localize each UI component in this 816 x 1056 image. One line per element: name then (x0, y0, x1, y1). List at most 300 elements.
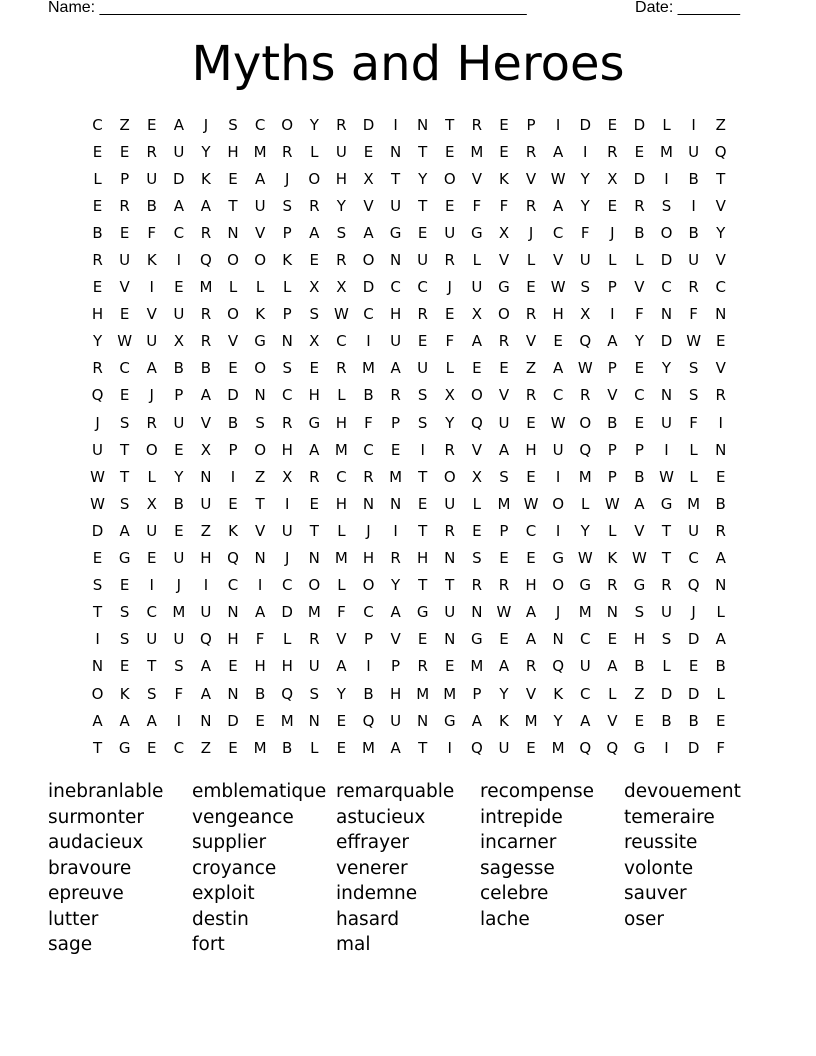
grid-letter[interactable]: E (119, 305, 130, 324)
grid-letter[interactable]: N (362, 494, 375, 513)
grid-letter[interactable]: F (635, 305, 644, 324)
grid-letter[interactable]: G (633, 738, 646, 757)
grid-letter[interactable]: C (92, 115, 103, 134)
grid-letter[interactable]: E (228, 738, 238, 757)
grid-letter[interactable]: V (200, 413, 212, 432)
grid-letter[interactable]: A (146, 711, 157, 730)
grid-letter[interactable]: D (91, 521, 104, 540)
grid-letter[interactable]: U (444, 494, 456, 513)
grid-letter[interactable]: E (228, 657, 238, 676)
grid-letter[interactable]: M (687, 494, 701, 513)
grid-letter[interactable]: E (526, 467, 536, 486)
grid-letter[interactable]: E (417, 223, 428, 242)
grid-letter[interactable]: O (254, 440, 267, 459)
grid-letter[interactable]: E (119, 142, 130, 161)
grid-letter[interactable]: E (92, 142, 103, 161)
grid-letter[interactable]: C (715, 278, 726, 297)
grid-letter[interactable]: E (146, 549, 157, 568)
grid-letter[interactable]: I (420, 440, 425, 459)
grid-letter[interactable]: R (146, 413, 157, 432)
grid-letter[interactable]: Q (687, 576, 700, 595)
grid-letter[interactable]: N (552, 630, 564, 649)
grid-letter[interactable]: R (607, 576, 618, 595)
grid-letter[interactable]: O (579, 413, 592, 432)
grid-letter[interactable]: L (337, 386, 346, 405)
grid-letter[interactable]: T (120, 467, 130, 486)
grid-letter[interactable]: A (553, 196, 564, 215)
grid-letter[interactable]: X (200, 440, 212, 459)
grid-letter[interactable]: R (390, 386, 401, 405)
grid-letter[interactable]: X (471, 467, 482, 486)
grid-letter[interactable]: M (497, 494, 511, 513)
grid-letter[interactable]: U (417, 359, 429, 378)
grid-letter[interactable]: S (688, 386, 699, 405)
grid-letter[interactable]: X (363, 169, 374, 188)
grid-letter[interactable]: T (309, 521, 319, 540)
grid-letter[interactable]: P (228, 440, 238, 459)
grid-letter[interactable]: S (92, 576, 103, 595)
grid-letter[interactable]: R (498, 576, 510, 595)
grid-letter[interactable]: V (607, 711, 618, 730)
grid-letter[interactable]: W (496, 603, 512, 622)
grid-letter[interactable]: R (525, 657, 537, 676)
grid-letter[interactable]: O (443, 467, 456, 486)
grid-letter[interactable]: E (634, 711, 645, 730)
grid-letter[interactable]: I (691, 115, 696, 134)
grid-letter[interactable]: I (203, 576, 209, 595)
grid-letter[interactable]: R (580, 386, 591, 405)
grid-letter[interactable]: E (715, 711, 726, 730)
grid-letter[interactable]: E (390, 440, 401, 459)
grid-letter[interactable]: A (634, 494, 645, 513)
grid-letter[interactable]: Y (580, 521, 590, 540)
grid-letter[interactable]: T (92, 603, 103, 622)
grid-letter[interactable]: V (525, 169, 537, 188)
grid-letter[interactable]: V (715, 359, 726, 378)
grid-letter[interactable]: T (255, 494, 265, 513)
grid-letter[interactable]: R (444, 440, 455, 459)
grid-letter[interactable]: D (227, 711, 239, 730)
grid-letter[interactable]: E (336, 738, 347, 757)
grid-letter[interactable]: R (525, 196, 537, 215)
grid-letter[interactable]: D (579, 115, 592, 134)
grid-letter[interactable]: U (661, 413, 672, 432)
grid-letter[interactable]: S (146, 684, 157, 703)
grid-letter[interactable]: N (444, 549, 456, 568)
grid-letter[interactable]: C (119, 359, 130, 378)
grid-letter[interactable]: Q (470, 413, 483, 432)
grid-letter[interactable]: C (173, 738, 185, 757)
grid-letter[interactable]: F (580, 223, 590, 242)
grid-letter[interactable]: N (91, 657, 104, 676)
grid-letter[interactable]: N (200, 711, 212, 730)
grid-letter[interactable]: V (607, 386, 618, 405)
grid-letter[interactable]: L (310, 738, 319, 757)
grid-letter[interactable]: V (471, 169, 482, 188)
grid-letter[interactable]: R (200, 223, 212, 242)
grid-letter[interactable]: Q (362, 711, 375, 730)
grid-letter[interactable]: M (199, 278, 213, 297)
grid-letter[interactable]: E (119, 386, 130, 405)
grid-letter[interactable]: W (659, 467, 674, 486)
grid-letter[interactable]: E (146, 738, 157, 757)
grid-letter[interactable]: I (95, 630, 100, 649)
grid-letter[interactable]: Z (119, 115, 130, 134)
grid-letter[interactable]: P (526, 115, 536, 134)
grid-letter[interactable]: S (688, 359, 699, 378)
grid-letter[interactable]: X (336, 278, 347, 297)
grid-letter[interactable]: R (363, 467, 374, 486)
grid-letter[interactable]: S (282, 196, 292, 215)
grid-letter[interactable]: E (634, 142, 645, 161)
grid-letter[interactable]: K (499, 169, 509, 188)
grid-letter[interactable]: I (718, 413, 723, 432)
grid-letter[interactable]: N (389, 494, 402, 513)
grid-letter[interactable]: N (471, 603, 483, 622)
grid-letter[interactable]: K (255, 305, 266, 324)
grid-letter[interactable]: H (281, 440, 293, 459)
grid-letter[interactable]: X (607, 169, 618, 188)
grid-letter[interactable]: U (390, 196, 402, 215)
grid-letter[interactable]: S (309, 305, 320, 324)
grid-letter[interactable]: I (393, 521, 398, 540)
grid-letter[interactable]: N (417, 711, 429, 730)
grid-letter[interactable]: E (526, 549, 536, 568)
grid-letter[interactable]: R (336, 359, 347, 378)
grid-letter[interactable]: S (499, 467, 509, 486)
grid-letter[interactable]: U (335, 142, 347, 161)
grid-letter[interactable]: M (660, 142, 673, 161)
grid-letter[interactable]: Y (201, 142, 211, 161)
grid-letter[interactable]: I (555, 521, 561, 540)
grid-letter[interactable]: M (389, 467, 403, 486)
grid-letter[interactable]: B (661, 711, 672, 730)
grid-letter[interactable]: L (283, 278, 292, 297)
grid-letter[interactable]: J (555, 603, 561, 622)
grid-letter[interactable]: E (526, 413, 536, 432)
grid-letter[interactable]: N (715, 576, 727, 595)
grid-letter[interactable]: A (525, 630, 537, 649)
grid-letter[interactable]: B (146, 196, 157, 215)
grid-letter[interactable]: M (307, 603, 321, 622)
grid-letter[interactable]: S (119, 413, 130, 432)
grid-letter[interactable]: A (715, 549, 726, 568)
grid-letter[interactable]: W (523, 494, 539, 513)
grid-letter[interactable]: F (337, 603, 346, 622)
grid-letter[interactable]: R (715, 521, 726, 540)
grid-letter[interactable]: D (660, 684, 673, 703)
grid-letter[interactable]: T (147, 657, 157, 676)
grid-letter[interactable]: P (472, 684, 482, 703)
word-search-grid[interactable] (84, 111, 734, 761)
grid-letter[interactable]: P (607, 359, 617, 378)
grid-letter[interactable]: N (200, 467, 212, 486)
grid-letter[interactable]: B (92, 223, 103, 242)
grid-letter[interactable]: C (146, 603, 157, 622)
grid-letter[interactable]: Z (254, 467, 266, 486)
grid-letter[interactable]: L (581, 494, 590, 513)
grid-letter[interactable]: Z (200, 521, 212, 540)
grid-letter[interactable]: K (228, 521, 238, 540)
grid-letter[interactable]: Q (579, 332, 592, 351)
grid-letter[interactable]: W (550, 413, 566, 432)
grid-letter[interactable]: G (633, 576, 646, 595)
grid-letter[interactable]: R (281, 413, 293, 432)
grid-letter[interactable]: Q (91, 386, 104, 405)
grid-letter[interactable]: L (472, 251, 482, 270)
grid-letter[interactable]: N (389, 142, 402, 161)
grid-letter[interactable]: R (390, 549, 401, 568)
grid-letter[interactable]: E (526, 278, 536, 297)
grid-letter[interactable]: W (90, 467, 105, 486)
grid-letter[interactable]: Q (552, 657, 565, 676)
grid-letter[interactable]: X (444, 386, 455, 405)
grid-letter[interactable]: H (308, 386, 320, 405)
grid-letter[interactable]: H (525, 440, 537, 459)
grid-letter[interactable]: O (91, 684, 104, 703)
grid-letter[interactable]: R (417, 305, 428, 324)
grid-letter[interactable]: H (227, 142, 239, 161)
grid-letter[interactable]: L (662, 657, 671, 676)
grid-letter[interactable]: E (146, 115, 157, 134)
grid-letter[interactable]: L (228, 278, 238, 297)
grid-letter[interactable]: Y (445, 413, 455, 432)
grid-letter[interactable]: N (660, 386, 673, 405)
grid-letter[interactable]: C (254, 115, 266, 134)
grid-letter[interactable]: I (149, 576, 154, 595)
grid-letter[interactable]: L (255, 278, 265, 297)
grid-letter[interactable]: C (579, 630, 591, 649)
grid-letter[interactable]: F (147, 223, 157, 242)
grid-letter[interactable]: I (555, 467, 561, 486)
grid-letter[interactable]: X (309, 332, 320, 351)
grid-letter[interactable]: L (337, 521, 346, 540)
grid-letter[interactable]: M (334, 549, 348, 568)
grid-letter[interactable]: T (716, 169, 726, 188)
grid-letter[interactable]: A (390, 359, 401, 378)
grid-letter[interactable]: V (254, 521, 266, 540)
grid-letter[interactable]: A (254, 169, 266, 188)
grid-letter[interactable]: Y (336, 684, 346, 703)
grid-letter[interactable]: B (688, 711, 699, 730)
grid-letter[interactable]: F (472, 196, 482, 215)
grid-letter[interactable]: H (389, 684, 402, 703)
grid-letter[interactable]: H (389, 305, 402, 324)
grid-letter[interactable]: N (227, 223, 239, 242)
grid-letter[interactable]: R (92, 359, 103, 378)
grid-letter[interactable]: V (553, 251, 564, 270)
grid-letter[interactable]: H (335, 494, 348, 513)
grid-letter[interactable]: U (471, 278, 483, 297)
grid-letter[interactable]: U (146, 521, 158, 540)
grid-letter[interactable]: E (553, 332, 563, 351)
grid-letter[interactable]: A (92, 711, 103, 730)
grid-letter[interactable]: P (391, 413, 401, 432)
grid-letter[interactable]: J (610, 223, 615, 242)
grid-letter[interactable]: M (334, 440, 348, 459)
grid-letter[interactable]: A (336, 657, 347, 676)
grid-letter[interactable]: L (526, 251, 536, 270)
grid-letter[interactable]: R (444, 521, 455, 540)
grid-letter[interactable]: S (119, 494, 130, 513)
grid-letter[interactable]: A (200, 684, 212, 703)
grid-letter[interactable]: Q (200, 251, 212, 270)
grid-letter[interactable]: A (173, 196, 184, 215)
grid-letter[interactable]: S (472, 549, 482, 568)
grid-letter[interactable]: C (336, 332, 347, 351)
grid-letter[interactable]: K (607, 549, 618, 568)
grid-letter[interactable]: A (200, 196, 212, 215)
grid-letter[interactable]: U (173, 549, 185, 568)
grid-letter[interactable]: F (716, 738, 726, 757)
grid-letter[interactable]: W (632, 549, 647, 568)
grid-letter[interactable]: B (282, 738, 293, 757)
grid-letter[interactable]: D (227, 386, 239, 405)
grid-letter[interactable]: M (280, 711, 294, 730)
grid-letter[interactable]: R (525, 142, 537, 161)
grid-letter[interactable]: K (146, 251, 157, 270)
grid-letter[interactable]: N (417, 115, 429, 134)
grid-letter[interactable]: I (664, 440, 669, 459)
grid-letter[interactable]: Y (499, 684, 509, 703)
grid-letter[interactable]: F (364, 413, 373, 432)
grid-letter[interactable]: P (363, 630, 373, 649)
grid-letter[interactable]: S (661, 196, 672, 215)
grid-letter[interactable]: I (366, 657, 371, 676)
grid-letter[interactable]: I (447, 738, 452, 757)
grid-letter[interactable]: T (92, 738, 103, 757)
grid-letter[interactable]: F (174, 684, 184, 703)
grid-letter[interactable]: R (525, 305, 537, 324)
grid-letter[interactable]: A (119, 521, 130, 540)
grid-letter[interactable]: I (176, 251, 182, 270)
grid-letter[interactable]: J (528, 223, 534, 242)
grid-letter[interactable]: J (284, 169, 290, 188)
grid-letter[interactable]: K (553, 684, 564, 703)
grid-letter[interactable]: B (715, 657, 726, 676)
grid-letter[interactable]: U (688, 142, 700, 161)
grid-letter[interactable]: K (282, 251, 293, 270)
grid-letter[interactable]: V (363, 196, 374, 215)
grid-letter[interactable]: V (498, 386, 510, 405)
grid-letter[interactable]: U (92, 440, 104, 459)
grid-letter[interactable]: I (583, 142, 588, 161)
grid-letter[interactable]: T (418, 196, 428, 215)
grid-letter[interactable]: G (471, 223, 483, 242)
grid-letter[interactable]: C (227, 576, 239, 595)
grid-letter[interactable]: A (363, 223, 374, 242)
grid-letter[interactable]: U (254, 196, 266, 215)
grid-letter[interactable]: Y (336, 196, 346, 215)
grid-letter[interactable]: J (447, 278, 452, 297)
grid-letter[interactable]: K (119, 684, 130, 703)
grid-letter[interactable]: E (499, 359, 509, 378)
grid-letter[interactable]: C (552, 223, 564, 242)
grid-letter[interactable]: C (173, 223, 185, 242)
grid-letter[interactable]: Y (661, 359, 672, 378)
grid-letter[interactable]: B (607, 413, 618, 432)
grid-letter[interactable]: A (309, 223, 320, 242)
grid-letter[interactable]: A (498, 440, 510, 459)
grid-letter[interactable]: D (281, 603, 293, 622)
grid-letter[interactable]: F (445, 332, 455, 351)
grid-letter[interactable]: P (391, 657, 401, 676)
grid-letter[interactable]: V (227, 332, 239, 351)
grid-letter[interactable]: L (472, 494, 482, 513)
grid-letter[interactable]: T (445, 576, 455, 595)
grid-letter[interactable]: E (228, 494, 238, 513)
date-field-label[interactable]: Date: _______ (635, 0, 740, 16)
grid-letter[interactable]: U (390, 711, 402, 730)
grid-letter[interactable]: C (281, 576, 293, 595)
grid-letter[interactable]: T (418, 467, 428, 486)
grid-letter[interactable]: D (687, 630, 700, 649)
grid-letter[interactable]: Y (174, 467, 184, 486)
grid-letter[interactable]: Q (579, 440, 592, 459)
grid-letter[interactable]: N (660, 305, 673, 324)
grid-letter[interactable]: S (336, 223, 347, 242)
grid-letter[interactable]: T (661, 521, 672, 540)
grid-letter[interactable]: E (309, 251, 320, 270)
grid-letter[interactable]: R (471, 115, 483, 134)
grid-letter[interactable]: Z (634, 684, 645, 703)
grid-letter[interactable]: H (525, 576, 537, 595)
grid-letter[interactable]: A (498, 657, 510, 676)
grid-letter[interactable]: R (417, 657, 428, 676)
grid-letter[interactable]: E (445, 142, 455, 161)
grid-letter[interactable]: T (390, 169, 401, 188)
grid-letter[interactable]: C (634, 386, 645, 405)
grid-letter[interactable]: O (254, 251, 267, 270)
grid-letter[interactable]: G (118, 549, 131, 568)
grid-letter[interactable]: U (200, 603, 212, 622)
grid-letter[interactable]: N (254, 386, 266, 405)
grid-letter[interactable]: C (281, 386, 293, 405)
grid-letter[interactable]: A (390, 603, 401, 622)
grid-letter[interactable]: H (633, 630, 646, 649)
grid-letter[interactable]: Y (309, 115, 319, 134)
grid-letter[interactable]: U (417, 251, 429, 270)
grid-letter[interactable]: G (389, 223, 402, 242)
grid-letter[interactable]: I (176, 711, 182, 730)
grid-letter[interactable]: M (551, 738, 565, 757)
grid-letter[interactable]: E (92, 278, 103, 297)
grid-letter[interactable]: I (664, 738, 669, 757)
grid-letter[interactable]: B (200, 359, 212, 378)
grid-letter[interactable]: E (526, 738, 536, 757)
grid-letter[interactable]: L (283, 630, 292, 649)
grid-letter[interactable]: E (688, 657, 699, 676)
grid-letter[interactable]: U (119, 251, 131, 270)
grid-letter[interactable]: V (390, 630, 401, 649)
grid-letter[interactable]: S (255, 413, 265, 432)
grid-letter[interactable]: A (173, 115, 184, 134)
grid-letter[interactable]: K (201, 169, 211, 188)
grid-letter[interactable]: L (716, 603, 725, 622)
grid-letter[interactable]: U (444, 603, 456, 622)
grid-letter[interactable]: A (607, 332, 618, 351)
grid-letter[interactable]: H (200, 549, 212, 568)
grid-letter[interactable]: E (607, 196, 618, 215)
grid-letter[interactable]: O (470, 386, 483, 405)
grid-letter[interactable]: M (443, 684, 457, 703)
grid-letter[interactable]: L (310, 142, 319, 161)
grid-letter[interactable]: E (715, 332, 726, 351)
grid-letter[interactable]: C (552, 386, 564, 405)
grid-letter[interactable]: Z (715, 115, 726, 134)
grid-letter[interactable]: R (200, 332, 212, 351)
grid-letter[interactable]: V (146, 305, 157, 324)
